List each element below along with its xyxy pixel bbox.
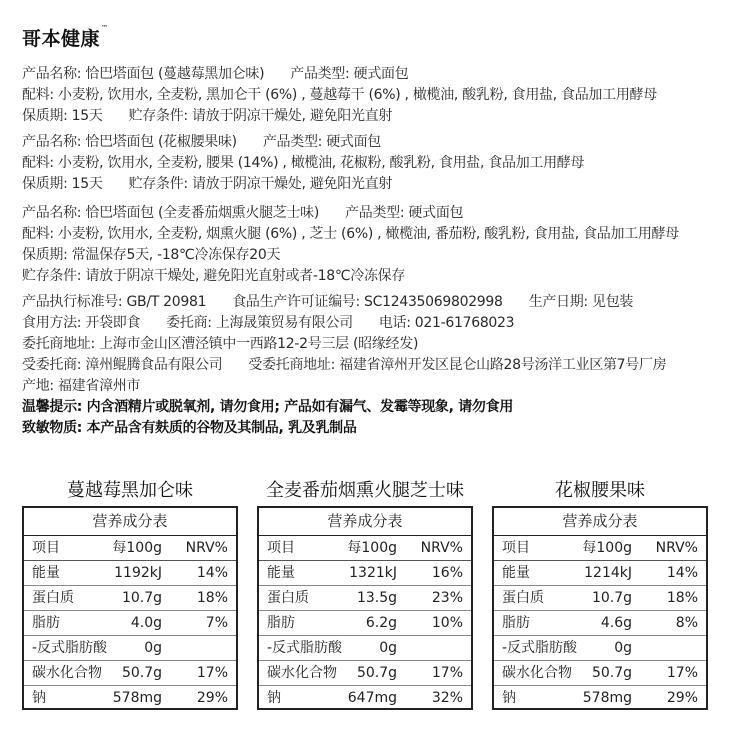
nutrition-table-3 bbox=[492, 506, 708, 710]
client: 委托商: 上海晟策贸易有限公司 bbox=[166, 315, 353, 331]
row-label: 脂肪 bbox=[267, 615, 295, 631]
row-value: 50.7g bbox=[591, 665, 632, 681]
storage: 贮存条件: 请放于阴凉干燥处, 避免阳光直射或者-18℃冷冻保存 bbox=[22, 268, 406, 284]
row-value: 13.5g bbox=[356, 590, 397, 606]
table-row bbox=[24, 586, 236, 611]
product-block-3 bbox=[22, 203, 722, 287]
standard-line bbox=[22, 292, 722, 313]
header-nrv: NRV% bbox=[420, 540, 463, 556]
row-label: 蛋白质 bbox=[32, 590, 74, 606]
row-label: -反式脂肪酸 bbox=[267, 640, 343, 656]
storage: 贮存条件: 请放于阴凉干燥处, 避免阳光直射 bbox=[128, 176, 393, 192]
header-per100g: 每100g bbox=[347, 540, 397, 556]
row-value: 50.7g bbox=[356, 665, 397, 681]
tips: 温馨提示: 内含酒精片或脱氧剂, 请勿食用; 产品如有漏气、发霉等现象, 请勿食用 bbox=[22, 399, 514, 415]
row-label: 碳水化合物 bbox=[267, 665, 337, 681]
row-nrv: 7% bbox=[205, 615, 228, 631]
row-value: 578mg bbox=[112, 690, 162, 706]
license: 食品生产许可证编号: SC12435069802998 bbox=[232, 294, 503, 310]
product-type: 产品类型: 硬式面包 bbox=[290, 66, 409, 82]
product-name-line bbox=[22, 203, 722, 224]
product-name: 产品名称: 恰巴塔面包 (花椒腰果味) bbox=[22, 134, 237, 150]
shelf-life: 保质期: 15天 bbox=[22, 108, 103, 124]
product-name: 产品名称: 恰巴塔面包 (全麦番茄烟熏火腿芝士味) bbox=[22, 205, 320, 221]
production-date: 生产日期: 见包装 bbox=[528, 294, 634, 310]
flavor-title-1: 蔓越莓黑加仑味 bbox=[67, 480, 193, 501]
table-row bbox=[259, 636, 471, 661]
row-nrv: 14% bbox=[196, 565, 228, 581]
header-nrv: NRV% bbox=[185, 540, 228, 556]
product-type: 产品类型: 硬式面包 bbox=[262, 134, 382, 150]
table-row bbox=[494, 661, 706, 686]
row-label: 脂肪 bbox=[32, 615, 60, 631]
product-block-2 bbox=[22, 132, 722, 195]
table-header-row bbox=[494, 536, 706, 561]
row-nrv: 8% bbox=[675, 615, 698, 631]
row-value: 578mg bbox=[582, 690, 632, 706]
table-row bbox=[24, 686, 236, 710]
table-header-row bbox=[259, 536, 471, 561]
table-row bbox=[494, 611, 706, 636]
product-block-1 bbox=[22, 64, 722, 127]
row-label: 脂肪 bbox=[502, 615, 530, 631]
usage-line bbox=[22, 313, 722, 334]
row-value: 0g bbox=[144, 640, 162, 656]
row-label: -反式脂肪酸 bbox=[502, 640, 578, 656]
product-type: 产品类型: 硬式面包 bbox=[345, 205, 464, 221]
row-value: 4.0g bbox=[130, 615, 162, 631]
row-nrv: 29% bbox=[666, 690, 698, 706]
row-nrv: 10% bbox=[431, 615, 463, 631]
maker-address: 受委托商地址: 福建省漳州开发区昆仑山路28号汤洋工业区第7号厂房 bbox=[248, 357, 667, 373]
nutrition-title: 营养成分表 bbox=[259, 508, 471, 536]
row-label: 钠 bbox=[267, 690, 281, 706]
trademark-mark: ™ bbox=[101, 24, 109, 32]
header-per100g: 每100g bbox=[112, 540, 162, 556]
maker-line bbox=[22, 355, 722, 376]
shelf-life: 保质期: 常温保存5天, -18℃冷冻保存20天 bbox=[22, 247, 281, 263]
row-value: 0g bbox=[379, 640, 397, 656]
table-row bbox=[259, 611, 471, 636]
nutrition-title: 营养成分表 bbox=[24, 508, 236, 536]
header-item: 项目 bbox=[32, 540, 60, 556]
nutrition-title: 营养成分表 bbox=[494, 508, 706, 536]
ingredients: 配料: 小麦粉, 饮用水, 全麦粉, 烟熏火腿 (6%) , 芝士 (6%) , 橄榄油, 番茄粉, 酸乳粉, 食用盐, 食品加工用酵母 bbox=[22, 226, 679, 242]
row-label: 能量 bbox=[32, 565, 60, 581]
table-row bbox=[24, 561, 236, 586]
table-row bbox=[494, 686, 706, 710]
row-nrv: 29% bbox=[196, 690, 228, 706]
row-nrv: 16% bbox=[431, 565, 463, 581]
row-label: 能量 bbox=[502, 565, 530, 581]
row-nrv: 14% bbox=[666, 565, 698, 581]
table-row bbox=[494, 636, 706, 661]
row-nrv: 32% bbox=[431, 690, 463, 706]
maker: 受委托商: 漳州鲲腾食品有限公司 bbox=[22, 357, 223, 373]
row-label: 钠 bbox=[32, 690, 46, 706]
standard: 产品执行标准号: GB/T 20981 bbox=[22, 294, 207, 310]
shelf-storage-line bbox=[22, 174, 722, 195]
row-nrv: 18% bbox=[666, 590, 698, 606]
general-info bbox=[22, 292, 722, 439]
row-value: 4.6g bbox=[600, 615, 632, 631]
table-row bbox=[494, 561, 706, 586]
row-nrv: 17% bbox=[431, 665, 463, 681]
row-label: 碳水化合物 bbox=[502, 665, 572, 681]
storage: 贮存条件: 请放于阴凉干燥处, 避免阳光直射 bbox=[128, 108, 393, 124]
shelf-storage-line bbox=[22, 106, 722, 127]
row-label: 蛋白质 bbox=[267, 590, 309, 606]
table-row bbox=[24, 611, 236, 636]
row-label: 碳水化合物 bbox=[32, 665, 102, 681]
ingredients: 配料: 小麦粉, 饮用水, 全麦粉, 黑加仑干 (6%) , 蔓越莓干 (6%) , 橄榄油, 酸乳粉, 食用盐, 食品加工用酵母 bbox=[22, 87, 657, 103]
row-label: 蛋白质 bbox=[502, 590, 544, 606]
row-label: 能量 bbox=[267, 565, 295, 581]
shelf-life: 保质期: 15天 bbox=[22, 176, 103, 192]
row-value: 1321kJ bbox=[349, 565, 397, 581]
table-row bbox=[259, 686, 471, 710]
row-value: 10.7g bbox=[121, 590, 162, 606]
allergen: 致敏物质: 本产品含有麸质的谷物及其制品, 乳及乳制品 bbox=[22, 420, 357, 436]
product-name: 产品名称: 恰巴塔面包 (蔓越莓黑加仑味) bbox=[22, 66, 265, 82]
product-name-line bbox=[22, 132, 722, 153]
header-nrv: NRV% bbox=[655, 540, 698, 556]
row-nrv: 17% bbox=[196, 665, 228, 681]
row-nrv: 18% bbox=[196, 590, 228, 606]
table-row bbox=[259, 586, 471, 611]
table-header-row bbox=[24, 536, 236, 561]
table-row bbox=[24, 661, 236, 686]
row-value: 50.7g bbox=[121, 665, 162, 681]
row-value: 6.2g bbox=[365, 615, 397, 631]
row-value: 10.7g bbox=[591, 590, 632, 606]
header-item: 项目 bbox=[502, 540, 530, 556]
header-per100g: 每100g bbox=[582, 540, 632, 556]
row-label: -反式脂肪酸 bbox=[32, 640, 108, 656]
nutrition-table-2 bbox=[257, 506, 473, 710]
client-address: 委托商地址: 上海市金山区漕泾镇中一西路12-2号三层 (昭缘经发) bbox=[22, 336, 419, 352]
nutrition-table-1 bbox=[22, 506, 238, 710]
brand-logo bbox=[22, 24, 109, 51]
table-row bbox=[24, 636, 236, 661]
row-value: 0g bbox=[614, 640, 632, 656]
usage: 食用方法: 开袋即食 bbox=[22, 315, 141, 331]
header-item: 项目 bbox=[267, 540, 295, 556]
table-row bbox=[259, 561, 471, 586]
row-value: 647mg bbox=[347, 690, 397, 706]
row-nrv: 17% bbox=[666, 665, 698, 681]
brand-name: 哥本健康 bbox=[22, 28, 101, 50]
product-info bbox=[22, 64, 722, 439]
phone: 电话: 021-61768023 bbox=[378, 315, 515, 331]
row-label: 钠 bbox=[502, 690, 516, 706]
ingredients: 配料: 小麦粉, 饮用水, 全麦粉, 腰果 (14%) , 橄榄油, 花椒粉, 酸乳粉, 食用盐, 食品加工用酵母 bbox=[22, 155, 585, 171]
flavor-title-2: 全麦番茄烟熏火腿芝士味 bbox=[266, 480, 464, 501]
table-row bbox=[494, 586, 706, 611]
origin: 产地: 福建省漳州市 bbox=[22, 378, 141, 394]
product-name-line bbox=[22, 64, 722, 85]
row-value: 1214kJ bbox=[584, 565, 632, 581]
row-nrv: 23% bbox=[431, 590, 463, 606]
row-value: 1192kJ bbox=[114, 565, 162, 581]
flavor-title-3: 花椒腰果味 bbox=[555, 480, 645, 501]
table-row bbox=[259, 661, 471, 686]
